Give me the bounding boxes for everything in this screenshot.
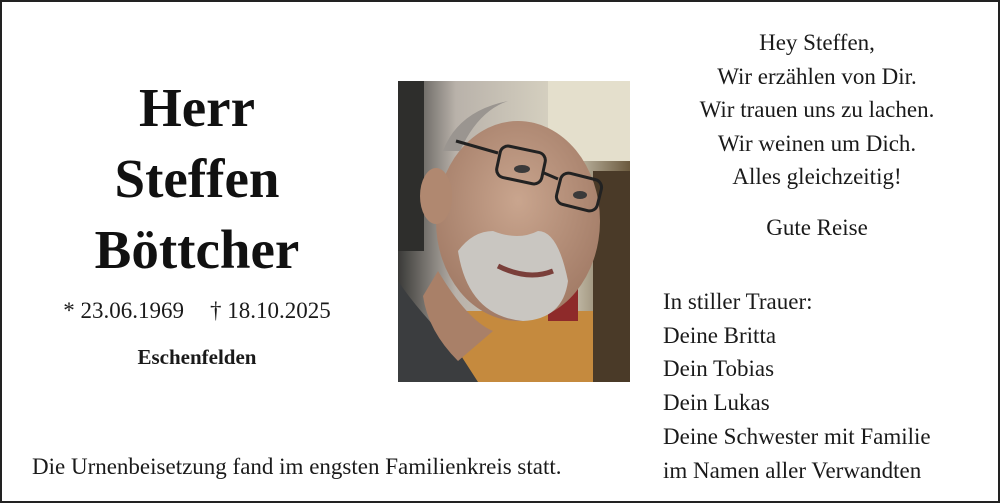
- birth-date: * 23.06.1969: [63, 298, 184, 323]
- farewell-text: Gute Reise: [766, 215, 868, 240]
- poem-line: Alles gleichzeitig!: [732, 164, 902, 189]
- mourner-line: In stiller Trauer:: [663, 289, 813, 314]
- mourners-list: [663, 285, 993, 487]
- memorial-poem: [642, 26, 992, 194]
- portrait-photo: [398, 81, 630, 382]
- life-dates: [32, 298, 362, 324]
- name-salutation: Herr: [138, 77, 255, 138]
- mourner-line: im Namen aller Verwandten: [663, 457, 922, 483]
- burial-notice: Die Urnenbeisetzung fand im engsten Familienkreis statt.: [32, 454, 562, 479]
- name-last: Böttcher: [94, 219, 300, 280]
- poem-line: Wir weinen um Dich.: [717, 130, 917, 156]
- mourner-line: Dein Tobias: [663, 356, 775, 382]
- mourner-line: Deine Schwester mit Familie: [663, 423, 931, 449]
- poem-line: Hey Steffen,: [759, 30, 875, 55]
- death-date: † 18.10.2025: [210, 298, 331, 323]
- hometown: Eschenfelden: [137, 345, 257, 369]
- deceased-name: [32, 72, 362, 285]
- mourner-line: Deine Britta: [663, 322, 777, 348]
- poem-line: Wir erzählen von Dir.: [717, 63, 917, 89]
- poem-line: Wir trauen uns zu lachen.: [699, 97, 935, 122]
- mourner-line: Dein Lukas: [663, 390, 770, 416]
- name-first: Steffen: [114, 148, 280, 209]
